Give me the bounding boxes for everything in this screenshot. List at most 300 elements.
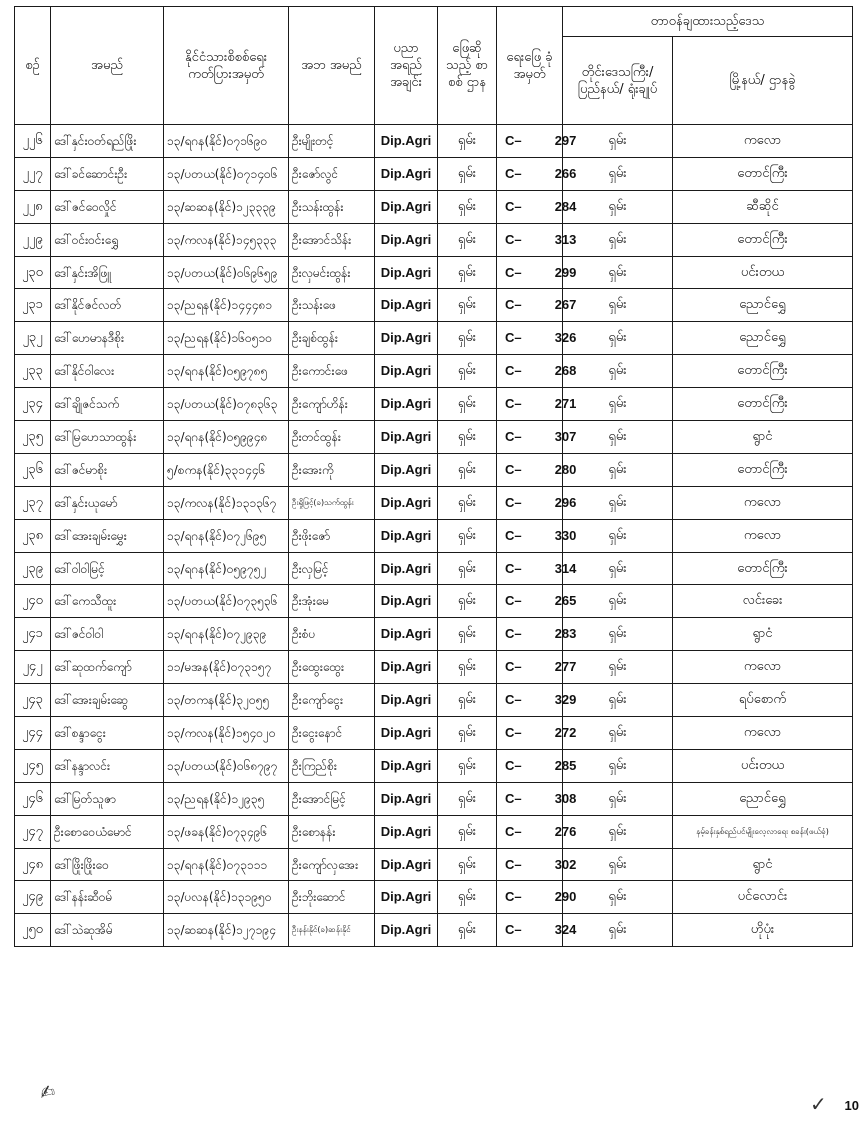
table-row (15, 486, 853, 519)
row-exam-center: ရှမ်း (438, 815, 497, 848)
row-region: ရှမ်း (563, 125, 673, 158)
row-nrc: ၁၃/ကလန(နိုင်)၁၄၅၃၃၃ (164, 223, 289, 256)
row-seat-no (497, 881, 577, 914)
row-name: ဒေါ်ဇင်ဝေလှိုင် (51, 190, 164, 223)
row-number: ၂၄၁ (15, 618, 51, 651)
row-township: လင်းခေး (673, 585, 853, 618)
row-nrc: ၁၃/ဆဆန(နိုင်)၁၂၃၃၃၉ (164, 190, 289, 223)
row-seat-no (497, 388, 577, 421)
row-seat-no (497, 519, 577, 552)
seat-separator: – (514, 132, 522, 148)
table-row (15, 651, 853, 684)
col-header-no: စဉ် (15, 7, 51, 125)
row-exam-center: ရှမ်း (438, 519, 497, 552)
row-township: ညောင်ရွှေ (673, 782, 853, 815)
row-name: ဒေါ်နန္ဒာလင်း (51, 749, 164, 782)
row-township: ရပ်စောက် (673, 684, 853, 717)
table-row (15, 552, 853, 585)
row-exam-center: ရှမ်း (438, 782, 497, 815)
row-region: ရှမ်း (563, 223, 673, 256)
row-seat-no (497, 486, 577, 519)
row-nrc: ၁၃/ဆဆန(နိုင်)၁၂၇၁၉၄ (164, 914, 289, 947)
row-name: ဒေါ်ဟေမာနဒီစိုး (51, 322, 164, 355)
seat-separator: – (514, 428, 522, 444)
seat-number: 307 (554, 428, 577, 444)
row-seat-no (497, 782, 577, 815)
row-education: Dip.Agri (375, 552, 438, 585)
row-name: ဒေါ်စန္ဒာငွေး (51, 717, 164, 750)
row-exam-center: ရှမ်း (438, 684, 497, 717)
row-seat-no (497, 190, 577, 223)
seat-separator: – (514, 527, 522, 543)
seat-number: 268 (554, 363, 577, 379)
row-exam-center: ရှမ်း (438, 453, 497, 486)
row-name: ဒေါ်ဝင်းဝင်းရွှေ (51, 223, 164, 256)
row-father-name: ဦးကျော်လှအေး (289, 848, 375, 881)
row-township: ညောင်ရွှေ (673, 322, 853, 355)
row-education: Dip.Agri (375, 223, 438, 256)
seat-prefix: C (505, 757, 515, 773)
seat-prefix: C (505, 198, 515, 214)
row-name: ဒေါ်မြဟေသာထွန်း (51, 421, 164, 454)
row-region: ရှမ်း (563, 486, 673, 519)
row-number: ၂၄၃ (15, 684, 51, 717)
row-father-name: ဦးအေးကို (289, 453, 375, 486)
row-township: ကလော (673, 125, 853, 158)
row-nrc: ၁၃/ညရန(နိုင်)၁၂၉၃၅ (164, 782, 289, 815)
row-education: Dip.Agri (375, 717, 438, 750)
seat-separator: – (514, 396, 522, 412)
table-row (15, 388, 853, 421)
initials-mark: ✍ (37, 1080, 58, 1105)
seat-number: 290 (554, 889, 577, 905)
seat-number: 284 (554, 198, 577, 214)
row-nrc: ၁၃/ပတယ(နိုင်)၀၇၁၄၀၆ (164, 157, 289, 190)
row-father-name: ဦးစောနန်း (289, 815, 375, 848)
row-seat-no (497, 717, 577, 750)
seat-prefix: C (505, 330, 515, 346)
row-region: ရှမ်း (563, 519, 673, 552)
seat-number: 326 (554, 330, 577, 346)
row-nrc: ၁၃/ပတယ(နိုင်)၀၇၃၅၃၆ (164, 585, 289, 618)
seat-number: 302 (554, 856, 577, 872)
row-exam-center: ရှမ်း (438, 651, 497, 684)
col-header-region: တိုင်းဒေသကြီး/ ပြည်နယ်/ ရုံးချုပ် (563, 37, 673, 125)
table-row (15, 190, 853, 223)
seat-prefix: C (505, 626, 515, 642)
seat-separator: – (514, 889, 522, 905)
table-row (15, 914, 853, 947)
row-township: တောင်ကြီး (673, 223, 853, 256)
row-education: Dip.Agri (375, 684, 438, 717)
row-number: ၂၄၂ (15, 651, 51, 684)
row-township: ဆီဆိုင် (673, 190, 853, 223)
row-nrc: ၁၃/ရဂန(နိုင်)၀၅၉၉၄၈ (164, 421, 289, 454)
row-region: ရှမ်း (563, 157, 673, 190)
row-name: ဒေါ်ချိုဇင်သက် (51, 388, 164, 421)
row-number: ၂၃၆ (15, 453, 51, 486)
row-name: ဒေါ်ဝါဝါမြင့် (51, 552, 164, 585)
seat-separator: – (514, 330, 522, 346)
row-township: ရွာငံ (673, 618, 853, 651)
row-nrc: ၁၃/ညရန(နိုင်)၁၆၀၅၁၀ (164, 322, 289, 355)
table-row (15, 848, 853, 881)
row-region: ရှမ်း (563, 914, 673, 947)
seat-separator: – (514, 593, 522, 609)
row-name: ဒေါ်နှင်းယုမော် (51, 486, 164, 519)
row-name: ဦးစောဝေယံမောင် (51, 815, 164, 848)
row-exam-center: ရှမ်း (438, 388, 497, 421)
seat-separator: – (514, 823, 522, 839)
table-row (15, 256, 853, 289)
seat-number: 280 (554, 461, 577, 477)
row-number: ၂၃၈ (15, 519, 51, 552)
row-exam-center: ရှမ်း (438, 256, 497, 289)
row-exam-center: ရှမ်း (438, 289, 497, 322)
row-education: Dip.Agri (375, 421, 438, 454)
row-nrc: ၁၃/ညရန(နိုင်)၁၄၄၄၈၁ (164, 289, 289, 322)
row-township: ဟိုပုံး (673, 914, 853, 947)
row-education: Dip.Agri (375, 815, 438, 848)
row-nrc: ၁၃/ရဂန(နိုင်)၀၅၉၇၈၅ (164, 355, 289, 388)
row-nrc: ၅/စကန(နိုင်)၃၃၁၄၄၆ (164, 453, 289, 486)
seat-number: 297 (554, 132, 577, 148)
seat-prefix: C (505, 428, 515, 444)
row-father-name: ဦးအောင်မြင့် (289, 782, 375, 815)
row-education: Dip.Agri (375, 388, 438, 421)
row-number: ၂၅၀ (15, 914, 51, 947)
row-education: Dip.Agri (375, 651, 438, 684)
seat-separator: – (514, 461, 522, 477)
seat-separator: – (514, 494, 522, 510)
table-row (15, 289, 853, 322)
row-seat-no (497, 289, 577, 322)
row-number: ၂၃၉ (15, 552, 51, 585)
row-region: ရှမ်း (563, 355, 673, 388)
row-number: ၂၂၈ (15, 190, 51, 223)
row-township: တောင်ကြီး (673, 355, 853, 388)
row-father-name: ဦးငွေးနောင် (289, 717, 375, 750)
seat-number: 271 (554, 396, 577, 412)
table-row (15, 519, 853, 552)
row-region: ရှမ်း (563, 322, 673, 355)
row-father-name: ဦးအုံးမေ (289, 585, 375, 618)
row-number: ၂၄၅ (15, 749, 51, 782)
row-father-name: ဦးချစ်ထွန်း (289, 322, 375, 355)
seat-prefix: C (505, 659, 515, 675)
seat-separator: – (514, 560, 522, 576)
seat-separator: – (514, 231, 522, 247)
row-nrc: ၁၃/ရဂန(နိုင်)၀၇၃၁၁၁ (164, 848, 289, 881)
row-nrc: ၁၃/တကန(နိုင်)၃၂၀၅၅ (164, 684, 289, 717)
row-township: ရွာငံ (673, 421, 853, 454)
row-education: Dip.Agri (375, 355, 438, 388)
row-exam-center: ရှမ်း (438, 717, 497, 750)
row-father-name: ဦးဖိုးဇော် (289, 519, 375, 552)
table-row (15, 618, 853, 651)
row-township: တောင်ကြီး (673, 157, 853, 190)
seat-separator: – (514, 856, 522, 872)
seat-separator: – (514, 297, 522, 313)
table-row (15, 223, 853, 256)
seat-number: 277 (554, 659, 577, 675)
table-row (15, 322, 853, 355)
row-number: ၂၃၄ (15, 388, 51, 421)
row-number: ၂၄၀ (15, 585, 51, 618)
row-seat-no (497, 552, 577, 585)
seat-number: 313 (554, 231, 577, 247)
row-education: Dip.Agri (375, 125, 438, 158)
row-number: ၂၃၇ (15, 486, 51, 519)
row-region: ရှမ်း (563, 289, 673, 322)
seat-number: 299 (554, 264, 577, 280)
row-name: ဒေါ်ဇင်ဝါဝါ (51, 618, 164, 651)
row-father-name: ဦးရှိုဖြင့်(ခ)သက်ထွန်း (289, 486, 375, 519)
row-education: Dip.Agri (375, 848, 438, 881)
row-number: ၂၃၀ (15, 256, 51, 289)
row-name: ဒေါ်ဆုထက်ကျော် (51, 651, 164, 684)
seat-prefix: C (505, 264, 515, 280)
row-number: ၂၂၇ (15, 157, 51, 190)
row-father-name: ဦးသန်းဖေ (289, 289, 375, 322)
row-name: ဒေါ်ကေသီထူး (51, 585, 164, 618)
row-nrc: ၁၃/ဖခန(နိုင်)၀၇၃၄၉၆ (164, 815, 289, 848)
row-father-name: ဦးလှမြင့် (289, 552, 375, 585)
row-education: Dip.Agri (375, 256, 438, 289)
row-father-name: ဦးဇော်လွင် (289, 157, 375, 190)
row-number: ၂၂၉ (15, 223, 51, 256)
seat-separator: – (514, 363, 522, 379)
row-father-name: ဦးဘိုးဆောင် (289, 881, 375, 914)
row-region: ရှမ်း (563, 256, 673, 289)
row-number: ၂၃၂ (15, 322, 51, 355)
check-mark-icon: ✓ (810, 1092, 827, 1116)
row-exam-center: ရှမ်း (438, 125, 497, 158)
row-education: Dip.Agri (375, 322, 438, 355)
seat-prefix: C (505, 790, 515, 806)
row-township: ကလော (673, 486, 853, 519)
table-row (15, 355, 853, 388)
seat-prefix: C (505, 823, 515, 839)
col-header-exam-center: ဖြေဆို သည့် စာစစ် ဌာန (438, 7, 497, 125)
row-nrc: ၁၃/ကလန(နိုင်)၁၃၁၃၆၇ (164, 486, 289, 519)
row-name: ဒေါ်ခင်ဆောင်းဦး (51, 157, 164, 190)
row-nrc: ၁၃/ရဂန(နိုင်)၀၇၁၆၉၀ (164, 125, 289, 158)
table-row (15, 782, 853, 815)
row-region: ရှမ်း (563, 749, 673, 782)
row-number: ၂၄၄ (15, 717, 51, 750)
seat-separator: – (514, 692, 522, 708)
row-seat-no (497, 651, 577, 684)
seat-separator: – (514, 165, 522, 181)
table-row (15, 815, 853, 848)
row-father-name: ဦးကြည်စိုး (289, 749, 375, 782)
page-number: 10 (844, 1098, 859, 1113)
row-exam-center: ရှမ်း (438, 322, 497, 355)
row-region: ရှမ်း (563, 881, 673, 914)
row-seat-no (497, 157, 577, 190)
row-nrc: ၁၃/ပလန(နိုင်)၁၃၁၉၅၀ (164, 881, 289, 914)
row-exam-center: ရှမ်း (438, 157, 497, 190)
row-seat-no (497, 322, 577, 355)
seat-number: 276 (554, 823, 577, 839)
row-nrc: ၁၁/မအန(နိုင်)၀၇၃၁၅၇ (164, 651, 289, 684)
row-name: ဒေါ်နန်းဆီဝမ် (51, 881, 164, 914)
seat-prefix: C (505, 922, 515, 938)
document-page (14, 6, 852, 1086)
row-region: ရှမ်း (563, 585, 673, 618)
row-father-name: ဦးတင်ထွန်း (289, 421, 375, 454)
row-father-name: ဦးကျော်ဟိန်း (289, 388, 375, 421)
row-exam-center: ရှမ်း (438, 223, 497, 256)
row-name: ဒေါ်နိုင်ဝါလေး (51, 355, 164, 388)
row-seat-no (497, 749, 577, 782)
row-number: ၂၄၆ (15, 782, 51, 815)
row-township: တောင်ကြီး (673, 388, 853, 421)
row-region: ရှမ်း (563, 618, 673, 651)
row-name: ဒေါ်အေးချမ်းမွှေး (51, 519, 164, 552)
table-row (15, 749, 853, 782)
row-nrc: ၁၃/ပတယ(နိုင်)၀၆၈၇၉၇ (164, 749, 289, 782)
col-header-nrc: နိုင်ငံသားစိစစ်ရေး ကတ်ပြားအမှတ် (164, 7, 289, 125)
seat-number: 330 (554, 527, 577, 543)
row-region: ရှမ်း (563, 651, 673, 684)
seat-prefix: C (505, 724, 515, 740)
seat-separator: – (514, 264, 522, 280)
seat-number: 324 (554, 922, 577, 938)
seat-number: 296 (554, 494, 577, 510)
row-exam-center: ရှမ်း (438, 914, 497, 947)
row-exam-center: ရှမ်း (438, 355, 497, 388)
row-seat-no (497, 815, 577, 848)
row-seat-no (497, 585, 577, 618)
row-exam-center: ရှမ်း (438, 749, 497, 782)
row-seat-no (497, 256, 577, 289)
row-name: ဒေါ်နိုင်ဇင်လတ် (51, 289, 164, 322)
table-row (15, 881, 853, 914)
row-nrc: ၁၃/ရဂန(နိုင်)၀၅၉၇၅၂ (164, 552, 289, 585)
seat-number: 266 (554, 165, 577, 181)
row-number: ၂၃၅ (15, 421, 51, 454)
seat-number: 265 (554, 593, 577, 609)
seat-prefix: C (505, 560, 515, 576)
row-education: Dip.Agri (375, 618, 438, 651)
row-father-name: ဦးကျော်ငွေး (289, 684, 375, 717)
table-row (15, 453, 853, 486)
seat-number: 283 (554, 626, 577, 642)
row-nrc: ၁၃/ပတယ(နိုင်)၀၆၉၆၅၉ (164, 256, 289, 289)
row-education: Dip.Agri (375, 453, 438, 486)
row-education: Dip.Agri (375, 157, 438, 190)
seat-separator: – (514, 790, 522, 806)
row-seat-no (497, 453, 577, 486)
row-seat-no (497, 421, 577, 454)
row-township: ကလော (673, 717, 853, 750)
row-education: Dip.Agri (375, 190, 438, 223)
row-township: ညောင်ရွှေ (673, 289, 853, 322)
row-name: ဒေါ်နှင်းအိဖြူ (51, 256, 164, 289)
row-education: Dip.Agri (375, 519, 438, 552)
row-exam-center: ရှမ်း (438, 618, 497, 651)
row-region: ရှမ်း (563, 717, 673, 750)
row-township: ပင်းတယ (673, 749, 853, 782)
row-nrc: ၁၃/ရဂန(နိုင်)၀၇၂၉၃၉ (164, 618, 289, 651)
row-region: ရှမ်း (563, 388, 673, 421)
seat-prefix: C (505, 856, 515, 872)
table-row (15, 421, 853, 454)
row-father-name: ဦးလှမင်းထွန်း (289, 256, 375, 289)
row-seat-no (497, 684, 577, 717)
row-nrc: ၁၃/ကလန(နိုင်)၁၅၄၀၂၀ (164, 717, 289, 750)
row-region: ရှမ်း (563, 848, 673, 881)
row-education: Dip.Agri (375, 782, 438, 815)
col-header-township: မြို့နယ်/ ဌာနခွဲ (673, 37, 853, 125)
row-father-name: ဦးစံပ (289, 618, 375, 651)
col-header-name: အမည် (51, 7, 164, 125)
row-township: ကလော (673, 519, 853, 552)
row-township: တောင်ကြီး (673, 552, 853, 585)
row-township: ပင်လောင်း (673, 881, 853, 914)
row-exam-center: ရှမ်း (438, 421, 497, 454)
row-exam-center: ရှမ်း (438, 486, 497, 519)
staff-assignment-table (14, 6, 853, 947)
row-township: နမ့်ခန်းနှစ်ရည်ပင်မျိုးလေ့လာရေး စခန်း(ဖယ်ခုံ) (673, 815, 853, 848)
seat-prefix: C (505, 692, 515, 708)
seat-prefix: C (505, 396, 515, 412)
row-education: Dip.Agri (375, 914, 438, 947)
row-exam-center: ရှမ်း (438, 190, 497, 223)
row-region: ရှမ်း (563, 815, 673, 848)
seat-separator: – (514, 757, 522, 773)
col-header-education: ပညာ အရည် အချင်း (375, 7, 438, 125)
table-row (15, 157, 853, 190)
row-education: Dip.Agri (375, 289, 438, 322)
seat-separator: – (514, 659, 522, 675)
row-father-name: ဦးထွေးထွေး (289, 651, 375, 684)
row-exam-center: ရှမ်း (438, 881, 497, 914)
table-row (15, 684, 853, 717)
table-row (15, 125, 853, 158)
row-region: ရှမ်း (563, 684, 673, 717)
seat-number: 285 (554, 757, 577, 773)
seat-number: 314 (554, 560, 577, 576)
row-seat-no (497, 125, 577, 158)
row-seat-no (497, 223, 577, 256)
row-township: ကလော (673, 651, 853, 684)
row-township: ပင်းတယ (673, 256, 853, 289)
row-seat-no (497, 848, 577, 881)
row-region: ရှမ်း (563, 421, 673, 454)
seat-prefix: C (505, 297, 515, 313)
row-number: ၂၄၇ (15, 815, 51, 848)
seat-separator: – (514, 198, 522, 214)
row-name: ဒေါ်အေးချမ်းဆွေ (51, 684, 164, 717)
row-number: ၂၃၃ (15, 355, 51, 388)
row-exam-center: ရှမ်း (438, 552, 497, 585)
row-exam-center: ရှမ်း (438, 848, 497, 881)
row-number: ၂၂၆ (15, 125, 51, 158)
row-name: ဒေါ်သဲဆုအိမ် (51, 914, 164, 947)
row-education: Dip.Agri (375, 486, 438, 519)
row-exam-center: ရှမ်း (438, 585, 497, 618)
seat-separator: – (514, 626, 522, 642)
row-nrc: ၁၃/ပတယ(နိုင်)၀၇၈၃၆၃ (164, 388, 289, 421)
row-name: ဒေါ်ဇင်မာစိုး (51, 453, 164, 486)
row-region: ရှမ်း (563, 190, 673, 223)
seat-prefix: C (505, 132, 515, 148)
row-father-name: ဦးနန်းနိုင်(ခ)ဆန်းနိုင် (289, 914, 375, 947)
row-name: ဒေါ်ဖြိုးဖြိုးဝေ (51, 848, 164, 881)
